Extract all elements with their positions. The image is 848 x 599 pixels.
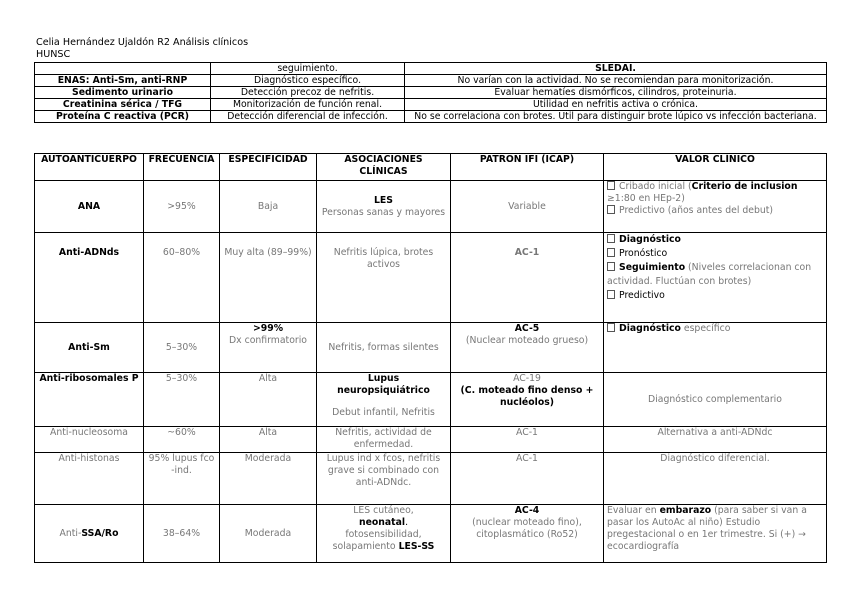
- associations-cell: Lupus neuropsiquiátrico Debut infantil, Nefritis: [317, 373, 451, 427]
- author-line: Celia Hernández Ujaldón R2 Análisis clínicos: [36, 37, 249, 48]
- antibody-name: Anti-SSA/Ro: [35, 505, 144, 563]
- note-cell: Evaluar hematíes dismórficos, cilindros, proteinuria.: [405, 87, 827, 99]
- note-cell: SLEDAI.: [405, 63, 827, 75]
- table-row: [35, 87, 827, 99]
- clinical-value-cell: Diagnóstico complementario: [604, 373, 827, 427]
- table-row: [35, 453, 827, 505]
- clinical-value-cell: Diagnóstico Pronóstico Seguimiento (Niveles correlacionan con actividad. Fluctúan con brotes) Predictivo: [604, 233, 827, 323]
- checkbox-icon: [607, 262, 615, 271]
- monitoring-table: [34, 62, 827, 123]
- table-row: [35, 63, 827, 75]
- table-row: [35, 99, 827, 111]
- note-cell: No se correlaciona con brotes. Útil para distinguir brote lúpico vs infección bacteriana.: [405, 111, 827, 123]
- clinical-value-cell: Cribado inicial (Criterio de inclusion ≥1:80 en HEp-2) Predictivo (años antes del debut): [604, 181, 827, 233]
- table-row: [35, 373, 827, 427]
- column-header: AUTOANTICUERPO: [35, 154, 144, 181]
- frequency-cell: ~60%: [144, 427, 220, 453]
- checkbox-icon: [607, 323, 615, 332]
- note-cell: Utilidad en nefritis activa o crónica.: [405, 99, 827, 111]
- frequency-cell: >95%: [144, 181, 220, 233]
- frequency-cell: 5–30%: [144, 373, 220, 427]
- associations-cell: Lupus ind x fcos, nefritis grave si combinado con anti-ADNdc.: [317, 453, 451, 505]
- checkbox-icon: [607, 205, 615, 214]
- checkbox-icon: [607, 248, 615, 257]
- associations-cell: Nefritis lúpica, brotes activos: [317, 233, 451, 323]
- assoc-sub: Personas sanas y mayores: [321, 206, 446, 218]
- frequency-cell: 38–64%: [144, 505, 220, 563]
- specificity-cell: Moderada: [220, 505, 317, 563]
- column-header: PATRÓN IFI (ICAP): [451, 154, 604, 181]
- frequency-cell: 60–80%: [144, 233, 220, 323]
- ifi-pattern-cell: AC-1: [451, 233, 604, 323]
- autoantibody-table: [34, 153, 827, 563]
- label-cell: Proteína C reactiva (PCR): [35, 111, 211, 123]
- table-row: [35, 75, 827, 87]
- associations-cell: LES cutáneo, neonatal. fotosensibilidad, solapamiento LES-SS: [317, 505, 451, 563]
- ifi-pattern-cell: AC-4 (nuclear moteado fino), citoplasmático (Ro52): [451, 505, 604, 563]
- table-header-row: [35, 154, 827, 181]
- use-cell: seguimiento.: [211, 63, 405, 75]
- use-cell: Monitorización de función renal.: [211, 99, 405, 111]
- ifi-pattern-cell: AC-5 (Nuclear moteado grueso): [451, 323, 604, 373]
- use-cell: Detección diferencial de infección.: [211, 111, 405, 123]
- specificity-cell: Moderada: [220, 453, 317, 505]
- ifi-pattern-cell: AC-1: [451, 427, 604, 453]
- document-header: [36, 37, 248, 60]
- specificity-cell: Muy alta (89–99%): [220, 233, 317, 323]
- column-header: ESPECIFICIDAD: [220, 154, 317, 181]
- checkbox-icon: [607, 181, 615, 190]
- note-cell: No varían con la actividad. No se recomiendan para monitorización.: [405, 75, 827, 87]
- clinical-value-cell: Diagnóstico específico: [604, 323, 827, 373]
- specificity-cell: >99% Dx confirmatorio: [220, 323, 317, 373]
- checkbox-icon: [607, 290, 615, 299]
- clinical-value-cell: Diagnóstico diferencial.: [604, 453, 827, 505]
- frequency-cell: 95% lupus fco -ind.: [144, 453, 220, 505]
- table-row: [35, 233, 827, 323]
- assoc-main: LES: [374, 194, 393, 206]
- antibody-name: Anti-ADNds: [35, 233, 144, 323]
- antibody-name: Anti-Sm: [35, 323, 144, 373]
- table-row: [35, 111, 827, 123]
- column-header: ASOCIACIONES CLÍNICAS: [317, 154, 451, 181]
- ifi-pattern-cell: AC-19 (C. moteado fino denso + nucléolos): [451, 373, 604, 427]
- specificity-cell: Alta: [220, 373, 317, 427]
- antibody-name: Anti-ribosomales P: [35, 373, 144, 427]
- ifi-pattern-cell: Variable: [451, 181, 604, 233]
- clinical-value-cell: Evaluar en embarazo (para saber si van a pasar los AutoAc al niño) Estudio pregestacional o en 1er trimestre. Si (+) → ecocardiografía: [604, 505, 827, 563]
- label-cell: ENAS: Anti-Sm, anti-RNP: [35, 75, 211, 87]
- associations-cell: [317, 181, 451, 233]
- use-cell: Diagnóstico específico.: [211, 75, 405, 87]
- table-row: [35, 323, 827, 373]
- use-cell: Detección precoz de nefritis.: [211, 87, 405, 99]
- frequency-cell: 5–30%: [144, 323, 220, 373]
- specificity-cell: Baja: [220, 181, 317, 233]
- checkbox-icon: [607, 234, 615, 243]
- associations-cell: Nefritis, formas silentes: [317, 323, 451, 373]
- label-cell: Creatinina sérica / TFG: [35, 99, 211, 111]
- specificity-cell: Alta: [220, 427, 317, 453]
- table-row: [35, 181, 827, 233]
- table-row: [35, 427, 827, 453]
- antibody-name: ANA: [35, 181, 144, 233]
- column-header: VALOR CLÍNICO: [604, 154, 827, 181]
- table-row: [35, 505, 827, 563]
- antibody-name: Anti-histonas: [35, 453, 144, 505]
- label-cell: Sedimento urinario: [35, 87, 211, 99]
- hospital-line: HUNSC: [36, 48, 71, 60]
- antibody-name: Anti-nucleosoma: [35, 427, 144, 453]
- clinical-value-cell: Alternativa a anti-ADNdc: [604, 427, 827, 453]
- associations-cell: Nefritis, actividad de enfermedad.: [317, 427, 451, 453]
- ifi-pattern-cell: AC-1: [451, 453, 604, 505]
- column-header: FRECUENCIA: [144, 154, 220, 181]
